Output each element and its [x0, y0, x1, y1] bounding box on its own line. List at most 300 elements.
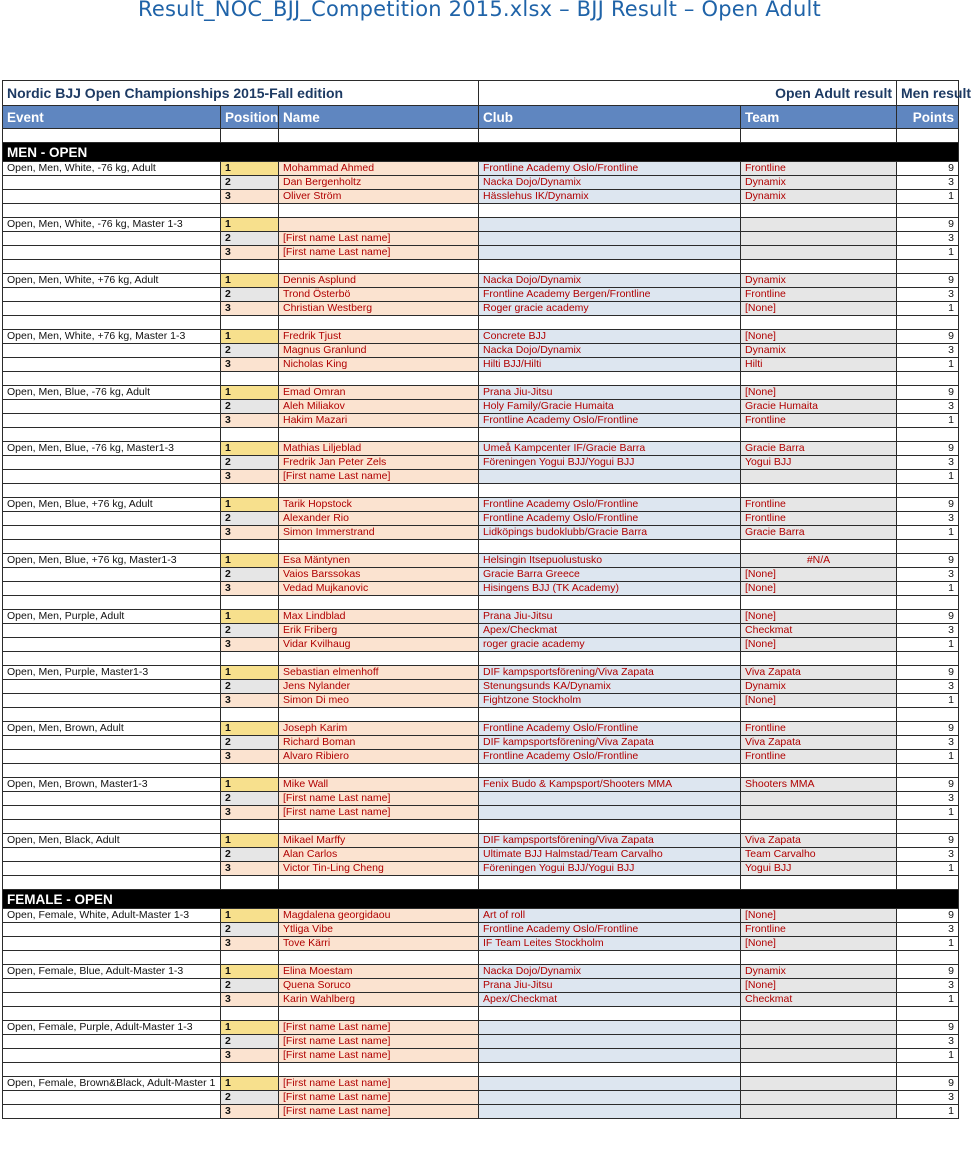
points-cell: 1: [897, 1049, 959, 1063]
name-cell: Simon Di meo: [279, 694, 479, 708]
event-cell: Open, Men, White, -76 kg, Master 1-3: [3, 218, 221, 232]
team-cell: Dynamix: [741, 344, 897, 358]
result-row: [3, 979, 959, 993]
points-cell: 3: [897, 232, 959, 246]
column-header-row: [3, 106, 959, 129]
name-cell: Dan Bergenholtz: [279, 176, 479, 190]
club-cell: Frontline Academy Bergen/Frontline: [479, 288, 741, 302]
result-row: [3, 176, 959, 190]
points-cell: 3: [897, 736, 959, 750]
points-cell: 3: [897, 288, 959, 302]
event-cell: [3, 736, 221, 750]
points-cell: 1: [897, 862, 959, 876]
result-row: [3, 442, 959, 456]
result-row: [3, 288, 959, 302]
spacer-row: [3, 540, 959, 554]
name-cell: [First name Last name]: [279, 1077, 479, 1091]
points-cell: 3: [897, 979, 959, 993]
event-cell: Open, Men, Black, Adult: [3, 834, 221, 848]
club-cell: Umeå Kampcenter IF/Gracie Barra: [479, 442, 741, 456]
position-cell: 3: [221, 358, 279, 372]
points-cell: 9: [897, 218, 959, 232]
name-cell: Mohammad Ahmed: [279, 162, 479, 176]
result-row: [3, 694, 959, 708]
result-row: [3, 386, 959, 400]
spacer-row: [3, 708, 959, 722]
name-cell: Vaios Barssokas: [279, 568, 479, 582]
name-cell: Vidar Kvilhaug: [279, 638, 479, 652]
name-cell: Simon Immerstrand: [279, 526, 479, 540]
event-cell: [3, 694, 221, 708]
club-cell: Nacka Dojo/Dynamix: [479, 274, 741, 288]
points-cell: 1: [897, 246, 959, 260]
result-row: [3, 232, 959, 246]
result-row: [3, 512, 959, 526]
result-row: [3, 330, 959, 344]
event-cell: Open, Men, Brown, Master1-3: [3, 778, 221, 792]
name-cell: Mikael Marffy: [279, 834, 479, 848]
points-cell: 9: [897, 162, 959, 176]
team-cell: Hilti: [741, 358, 897, 372]
points-cell: 1: [897, 470, 959, 484]
club-cell: [479, 792, 741, 806]
event-cell: [3, 470, 221, 484]
result-row: [3, 526, 959, 540]
event-cell: Open, Men, Blue, -76 kg, Master1-3: [3, 442, 221, 456]
result-row: [3, 806, 959, 820]
position-cell: 2: [221, 232, 279, 246]
points-cell: 9: [897, 610, 959, 624]
name-cell: [First name Last name]: [279, 806, 479, 820]
club-cell: Frontline Academy Oslo/Frontline: [479, 512, 741, 526]
team-cell: [None]: [741, 694, 897, 708]
col-name: Name: [279, 106, 479, 129]
name-cell: [First name Last name]: [279, 1021, 479, 1035]
name-cell: [First name Last name]: [279, 1035, 479, 1049]
club-cell: DIF kampsportsförening/Viva Zapata: [479, 834, 741, 848]
col-position: Position: [221, 106, 279, 129]
points-cell: 3: [897, 1035, 959, 1049]
club-cell: DIF kampsportsförening/Viva Zapata: [479, 666, 741, 680]
team-cell: [None]: [741, 937, 897, 951]
name-cell: Fredrik Jan Peter Zels: [279, 456, 479, 470]
spacer-row: [3, 316, 959, 330]
position-cell: 2: [221, 848, 279, 862]
result-type: Men result: [897, 81, 959, 106]
club-cell: Prana Jiu-Jitsu: [479, 610, 741, 624]
result-row: [3, 862, 959, 876]
event-cell: [3, 568, 221, 582]
position-cell: 2: [221, 624, 279, 638]
result-row: [3, 358, 959, 372]
result-row: [3, 834, 959, 848]
result-row: [3, 218, 959, 232]
spacer-row: [3, 204, 959, 218]
points-cell: 9: [897, 330, 959, 344]
event-cell: [3, 750, 221, 764]
event-cell: [3, 848, 221, 862]
team-cell: [741, 1035, 897, 1049]
points-cell: 1: [897, 1105, 959, 1119]
event-cell: [3, 400, 221, 414]
team-cell: Gracie Humaita: [741, 400, 897, 414]
points-cell: 9: [897, 386, 959, 400]
points-cell: 1: [897, 750, 959, 764]
team-cell: Yogui BJJ: [741, 862, 897, 876]
name-cell: Vedad Mujkanovic: [279, 582, 479, 596]
position-cell: 2: [221, 512, 279, 526]
name-cell: Trond Österbö: [279, 288, 479, 302]
club-cell: Föreningen Yogui BJJ/Yogui BJJ: [479, 456, 741, 470]
event-cell: [3, 414, 221, 428]
club-cell: Apex/Checkmat: [479, 993, 741, 1007]
position-cell: 1: [221, 666, 279, 680]
event-cell: [3, 190, 221, 204]
club-cell: [479, 1021, 741, 1035]
position-cell: 3: [221, 526, 279, 540]
team-cell: [741, 792, 897, 806]
team-cell: [741, 1105, 897, 1119]
event-cell: [3, 512, 221, 526]
position-cell: 3: [221, 302, 279, 316]
points-cell: 9: [897, 965, 959, 979]
position-cell: 3: [221, 806, 279, 820]
name-cell: [First name Last name]: [279, 246, 479, 260]
name-cell: Alan Carlos: [279, 848, 479, 862]
spacer-row: [3, 951, 959, 965]
club-cell: Holy Family/Gracie Humaita: [479, 400, 741, 414]
position-cell: 3: [221, 750, 279, 764]
position-cell: 3: [221, 1105, 279, 1119]
result-row: [3, 722, 959, 736]
position-cell: 2: [221, 456, 279, 470]
col-event: Event: [3, 106, 221, 129]
event-cell: [3, 288, 221, 302]
result-row: [3, 923, 959, 937]
points-cell: 1: [897, 806, 959, 820]
name-cell: Sebastian elmenhoff: [279, 666, 479, 680]
name-cell: [First name Last name]: [279, 1091, 479, 1105]
name-cell: Erik Friberg: [279, 624, 479, 638]
team-cell: [741, 1049, 897, 1063]
position-cell: 3: [221, 190, 279, 204]
points-cell: 1: [897, 414, 959, 428]
spacer-row: [3, 1007, 959, 1021]
name-cell: Alexander Rio: [279, 512, 479, 526]
position-cell: 2: [221, 400, 279, 414]
club-cell: [479, 1091, 741, 1105]
club-cell: Prana Jiu-Jitsu: [479, 386, 741, 400]
event-cell: [3, 456, 221, 470]
name-cell: Tarik Hopstock: [279, 498, 479, 512]
position-cell: 1: [221, 498, 279, 512]
team-cell: Checkmat: [741, 624, 897, 638]
position-cell: 1: [221, 778, 279, 792]
points-cell: 3: [897, 176, 959, 190]
club-cell: [479, 470, 741, 484]
position-cell: 3: [221, 862, 279, 876]
position-cell: 1: [221, 218, 279, 232]
club-cell: Hässlehus IK/Dynamix: [479, 190, 741, 204]
points-cell: 3: [897, 568, 959, 582]
position-cell: 2: [221, 979, 279, 993]
result-row: [3, 965, 959, 979]
points-cell: 3: [897, 344, 959, 358]
points-cell: 3: [897, 792, 959, 806]
position-cell: 3: [221, 246, 279, 260]
name-cell: Esa Mäntynen: [279, 554, 479, 568]
name-cell: [First name Last name]: [279, 1105, 479, 1119]
result-row: [3, 666, 959, 680]
team-cell: Yogui BJJ: [741, 456, 897, 470]
position-cell: 2: [221, 568, 279, 582]
position-cell: 1: [221, 965, 279, 979]
points-cell: 1: [897, 190, 959, 204]
points-cell: 3: [897, 923, 959, 937]
team-cell: Viva Zapata: [741, 834, 897, 848]
club-cell: Art of roll: [479, 909, 741, 923]
event-cell: Open, Female, Purple, Adult-Master 1-3: [3, 1021, 221, 1035]
result-row: [3, 274, 959, 288]
name-cell: Jens Nylander: [279, 680, 479, 694]
points-cell: 1: [897, 694, 959, 708]
spacer-row: [3, 129, 959, 143]
result-row: [3, 624, 959, 638]
points-cell: 3: [897, 1091, 959, 1105]
position-cell: 2: [221, 923, 279, 937]
spacer-row: [3, 876, 959, 890]
club-cell: [479, 1049, 741, 1063]
team-cell: [741, 246, 897, 260]
result-row: [3, 344, 959, 358]
name-cell: [First name Last name]: [279, 470, 479, 484]
event-cell: Open, Female, White, Adult-Master 1-3: [3, 909, 221, 923]
points-cell: 3: [897, 512, 959, 526]
section-header-row: [3, 890, 959, 909]
position-cell: 3: [221, 694, 279, 708]
name-cell: Karin Wahlberg: [279, 993, 479, 1007]
name-cell: Elina Moestam: [279, 965, 479, 979]
name-cell: Joseph Karim: [279, 722, 479, 736]
event-cell: Open, Men, Blue, -76 kg, Adult: [3, 386, 221, 400]
result-row: [3, 1091, 959, 1105]
position-cell: 1: [221, 554, 279, 568]
team-cell: Dynamix: [741, 274, 897, 288]
spacer-row: [3, 652, 959, 666]
position-cell: 3: [221, 414, 279, 428]
points-cell: 9: [897, 274, 959, 288]
club-cell: [479, 232, 741, 246]
position-cell: 2: [221, 792, 279, 806]
team-cell: [741, 806, 897, 820]
event-cell: [3, 344, 221, 358]
club-cell: Ultimate BJJ Halmstad/Team Carvalho: [479, 848, 741, 862]
position-cell: 3: [221, 1049, 279, 1063]
result-row: [3, 554, 959, 568]
event-cell: Open, Men, Purple, Master1-3: [3, 666, 221, 680]
result-row: [3, 610, 959, 624]
points-cell: 1: [897, 638, 959, 652]
result-row: [3, 414, 959, 428]
club-cell: [479, 806, 741, 820]
event-cell: [3, 582, 221, 596]
team-cell: [None]: [741, 610, 897, 624]
team-cell: [None]: [741, 302, 897, 316]
event-cell: Open, Men, White, -76 kg, Adult: [3, 162, 221, 176]
result-row: [3, 778, 959, 792]
document-title: Result_NOC_BJJ_Competition 2015.xlsx – BJJ Result – Open Adult: [138, 0, 821, 21]
result-row: [3, 937, 959, 951]
team-cell: Dynamix: [741, 176, 897, 190]
event-cell: [3, 993, 221, 1007]
event-cell: Open, Female, Brown&Black, Adult-Master 1: [3, 1077, 221, 1091]
team-cell: Viva Zapata: [741, 666, 897, 680]
position-cell: 1: [221, 1077, 279, 1091]
position-cell: 1: [221, 274, 279, 288]
result-row: [3, 680, 959, 694]
event-cell: [3, 923, 221, 937]
position-cell: 2: [221, 680, 279, 694]
event-cell: [3, 1035, 221, 1049]
result-row: [3, 993, 959, 1007]
club-cell: Stenungsunds KA/Dynamix: [479, 680, 741, 694]
event-cell: Open, Men, Blue, +76 kg, Master1-3: [3, 554, 221, 568]
team-cell: [None]: [741, 330, 897, 344]
result-row: [3, 736, 959, 750]
event-cell: [3, 1049, 221, 1063]
name-cell: Mathias Liljeblad: [279, 442, 479, 456]
result-row: [3, 162, 959, 176]
club-cell: IF Team Leites Stockholm: [479, 937, 741, 951]
name-cell: Magnus Granlund: [279, 344, 479, 358]
section-header-row: [3, 143, 959, 162]
event-cell: [3, 680, 221, 694]
points-cell: 9: [897, 1021, 959, 1035]
name-cell: [First name Last name]: [279, 232, 479, 246]
spacer-row: [3, 1063, 959, 1077]
event-cell: [3, 526, 221, 540]
team-cell: [741, 470, 897, 484]
team-cell: Gracie Barra: [741, 442, 897, 456]
team-cell: [None]: [741, 638, 897, 652]
result-row: [3, 848, 959, 862]
points-cell: 3: [897, 624, 959, 638]
name-cell: Hakim Mazari: [279, 414, 479, 428]
points-cell: 3: [897, 456, 959, 470]
result-row: [3, 750, 959, 764]
name-cell: Max Lindblad: [279, 610, 479, 624]
club-cell: Lidköpings budoklubb/Gracie Barra: [479, 526, 741, 540]
club-cell: Föreningen Yogui BJJ/Yogui BJJ: [479, 862, 741, 876]
points-cell: 1: [897, 582, 959, 596]
event-cell: [3, 246, 221, 260]
position-cell: 2: [221, 176, 279, 190]
club-cell: [479, 218, 741, 232]
points-cell: 3: [897, 848, 959, 862]
event-cell: [3, 358, 221, 372]
event-cell: [3, 792, 221, 806]
position-cell: 1: [221, 834, 279, 848]
event-cell: [3, 806, 221, 820]
team-cell: Dynamix: [741, 965, 897, 979]
event-cell: Open, Men, Purple, Adult: [3, 610, 221, 624]
section-title: MEN - OPEN: [3, 143, 959, 162]
team-cell: Frontline: [741, 722, 897, 736]
name-cell: [First name Last name]: [279, 1049, 479, 1063]
position-cell: 1: [221, 442, 279, 456]
position-cell: 1: [221, 162, 279, 176]
club-cell: Fenix Budo & Kampsport/Shooters MMA: [479, 778, 741, 792]
name-cell: Ytliga Vibe: [279, 923, 479, 937]
team-cell: Frontline: [741, 498, 897, 512]
result-row: [3, 1035, 959, 1049]
team-cell: [741, 218, 897, 232]
team-cell: Frontline: [741, 512, 897, 526]
club-cell: Apex/Checkmat: [479, 624, 741, 638]
club-cell: Frontline Academy Oslo/Frontline: [479, 498, 741, 512]
event-cell: [3, 176, 221, 190]
spacer-row: [3, 820, 959, 834]
result-row: [3, 470, 959, 484]
club-cell: Nacka Dojo/Dynamix: [479, 965, 741, 979]
points-cell: 1: [897, 302, 959, 316]
result-row: [3, 400, 959, 414]
points-cell: 9: [897, 722, 959, 736]
name-cell: Magdalena georgidaou: [279, 909, 479, 923]
position-cell: 1: [221, 610, 279, 624]
subtitle: Open Adult result: [479, 81, 897, 106]
points-cell: 3: [897, 400, 959, 414]
result-row: [3, 638, 959, 652]
event-cell: [3, 232, 221, 246]
team-cell: Shooters MMA: [741, 778, 897, 792]
name-cell: Fredrik Tjust: [279, 330, 479, 344]
club-cell: Prana Jiu-Jitsu: [479, 979, 741, 993]
club-cell: Hilti BJJ/Hilti: [479, 358, 741, 372]
title-row: [3, 81, 959, 106]
name-cell: [First name Last name]: [279, 792, 479, 806]
points-cell: 1: [897, 993, 959, 1007]
event-cell: [3, 1105, 221, 1119]
club-cell: Hisingens BJJ (TK Academy): [479, 582, 741, 596]
position-cell: 2: [221, 288, 279, 302]
position-cell: 1: [221, 1021, 279, 1035]
result-row: [3, 1021, 959, 1035]
position-cell: 3: [221, 582, 279, 596]
club-cell: [479, 246, 741, 260]
team-cell: [None]: [741, 386, 897, 400]
col-team: Team: [741, 106, 897, 129]
points-cell: 9: [897, 666, 959, 680]
team-cell: [741, 1077, 897, 1091]
team-cell: Frontline: [741, 750, 897, 764]
spacer-row: [3, 596, 959, 610]
result-row: [3, 246, 959, 260]
team-cell: Checkmat: [741, 993, 897, 1007]
name-cell: Alvaro Ribiero: [279, 750, 479, 764]
club-cell: Nacka Dojo/Dynamix: [479, 344, 741, 358]
club-cell: Helsingin Itsepuolustusko: [479, 554, 741, 568]
name-cell: Nicholas King: [279, 358, 479, 372]
event-cell: [3, 862, 221, 876]
name-cell: [279, 218, 479, 232]
results-table: [2, 80, 971, 1119]
club-cell: Concrete BJJ: [479, 330, 741, 344]
name-cell: Christian Westberg: [279, 302, 479, 316]
championship-title: Nordic BJJ Open Championships 2015-Fall edition: [3, 81, 479, 106]
club-cell: roger gracie academy: [479, 638, 741, 652]
position-cell: 2: [221, 736, 279, 750]
